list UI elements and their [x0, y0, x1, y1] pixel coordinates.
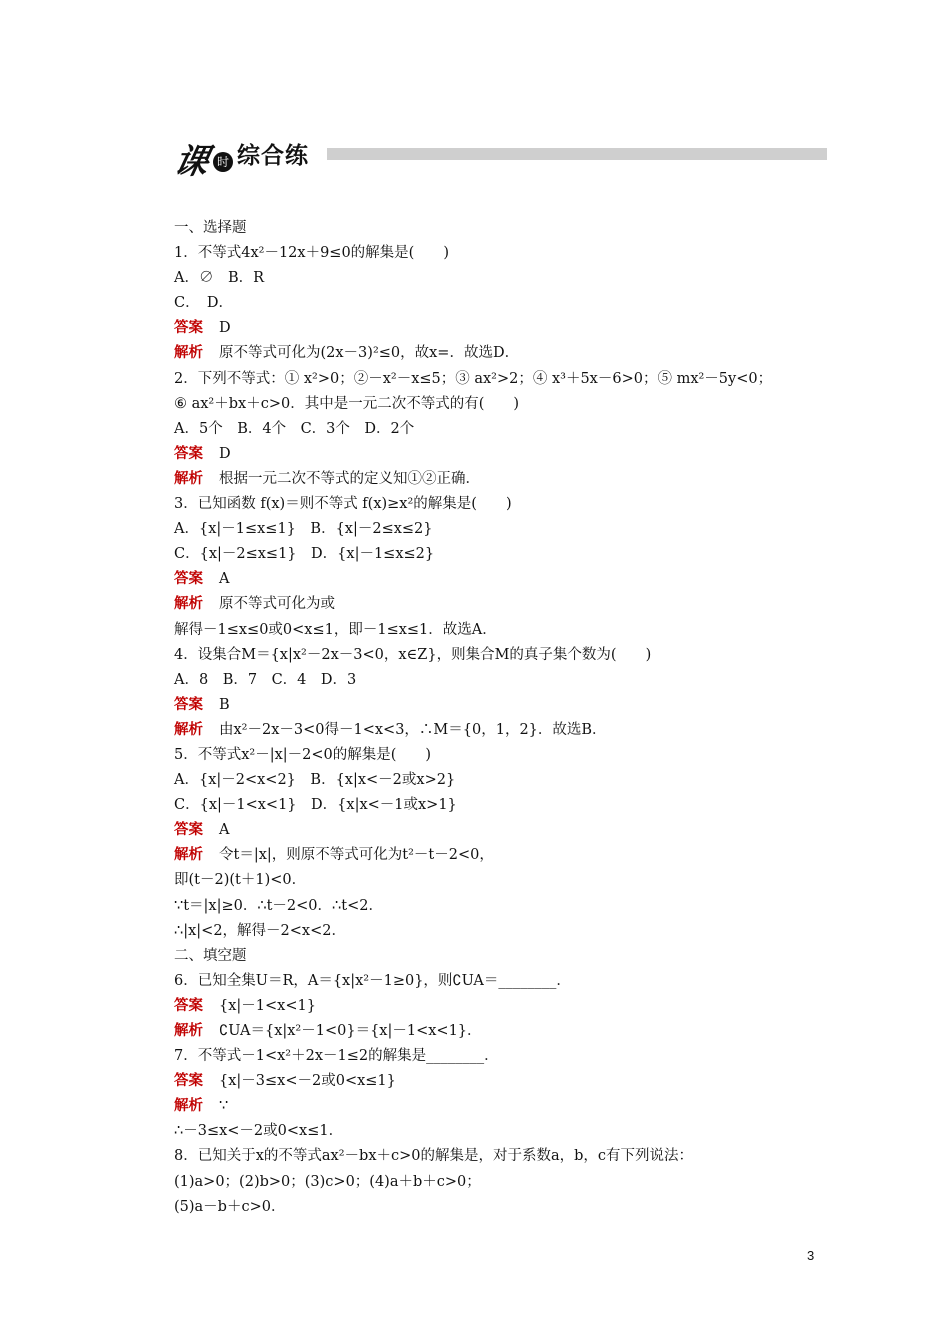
- text-line: [174, 266, 834, 291]
- analysis-line: [174, 467, 834, 492]
- text-line: [174, 517, 834, 542]
- line-text: 根据一元二次不等式的定义知①②正确．: [219, 470, 480, 487]
- analysis-line: [174, 1019, 834, 1044]
- answer-line: [174, 1069, 834, 1094]
- text-line: [174, 216, 834, 241]
- line-text: (1)a>0；(2)b>0；(3)c>0；(4)a＋b＋c>0；: [174, 1173, 481, 1190]
- text-line: [174, 392, 834, 417]
- analysis-label: 解析: [174, 345, 203, 362]
- line-text: 4．设集合M＝{x|x²－2x－3<0，x∈Z}，则集合M的真子集个数为( ): [174, 646, 652, 663]
- text-line: [174, 643, 834, 668]
- logo-badge: 时: [213, 152, 233, 172]
- line-text: ∵t＝|x|≥0．∴t－2<0．∴t<2．: [174, 897, 383, 914]
- line-text: D: [219, 320, 231, 337]
- line-text: D: [219, 445, 231, 462]
- analysis-line: [174, 1094, 834, 1119]
- line-text: ∵: [219, 1098, 229, 1115]
- answer-line: [174, 567, 834, 592]
- line-text: 8．已知关于x的不等式ax²－bx＋c>0的解集是，对于系数a，b，c有下列说法：: [174, 1148, 694, 1165]
- answer-label: 答案: [174, 571, 203, 588]
- text-line: [174, 367, 834, 392]
- analysis-label: 解析: [174, 470, 203, 487]
- text-line: [174, 542, 834, 567]
- analysis-line: [174, 341, 834, 366]
- analysis-line: [174, 718, 834, 743]
- line-text: 7．不等式－1<x²＋2x－1≤2的解集是________．: [174, 1048, 499, 1065]
- text-line: [174, 1119, 834, 1144]
- line-text: A．8 B．7 C．4 D．3: [174, 671, 357, 688]
- analysis-label: 解析: [174, 596, 203, 613]
- answer-label: 答案: [174, 696, 203, 713]
- analysis-label: 解析: [174, 1098, 203, 1115]
- header-divider-bar: [327, 148, 827, 160]
- answer-line: [174, 316, 834, 341]
- line-text: ∁UA＝{x|x²－1<0}＝{x|－1<x<1}．: [219, 1023, 482, 1039]
- text-line: [174, 668, 834, 693]
- section-title: 综合练: [237, 143, 309, 169]
- text-line: [174, 768, 834, 793]
- line-text: C．{x|－1<x<1} D．{x|x<－1或x>1}: [174, 797, 457, 814]
- answer-line: [174, 994, 834, 1019]
- text-line: [174, 969, 834, 994]
- text-line: [174, 1170, 834, 1195]
- answer-label: 答案: [174, 1073, 203, 1090]
- line-text: 二、填空题: [174, 947, 247, 964]
- line-text: 一、选择题: [174, 220, 247, 236]
- answer-label: 答案: [174, 822, 203, 839]
- text-line: [174, 1144, 834, 1169]
- analysis-line: [174, 843, 834, 868]
- text-line: [174, 291, 834, 316]
- line-text: A．{x|－2<x<2} B．{x|x<－2或x>2}: [174, 772, 456, 789]
- text-line: [174, 1044, 834, 1069]
- document-body: [174, 216, 834, 1220]
- line-text: 1．不等式4x²－12x＋9≤0的解集是( ): [174, 245, 449, 262]
- line-text: 2．下列不等式：① x²>0；②－x²－x≤5；③ ax²>2；④ x³＋5x－6>0；⑤ mx²－5y<0；: [174, 370, 773, 387]
- section-header: [170, 132, 827, 182]
- line-text: 由x²－2x－3<0得－1<x<3，∴M＝{0，1，2}．故选B．: [219, 721, 607, 738]
- line-text: 即(t－2)(t＋1)<0．: [174, 872, 307, 889]
- line-text: 解得－1≤x≤0或0<x≤1，即－1≤x≤1．故选A．: [174, 621, 497, 638]
- page-number: 3: [807, 1248, 815, 1263]
- text-line: [174, 618, 834, 643]
- answer-line: [174, 442, 834, 467]
- line-text: 原不等式可化为或: [219, 596, 335, 613]
- line-text: A．{x|－1≤x≤1} B．{x|－2≤x≤2}: [174, 521, 433, 538]
- text-line: [174, 743, 834, 768]
- answer-line: [174, 818, 834, 843]
- analysis-line: [174, 592, 834, 617]
- answer-label: 答案: [174, 320, 203, 337]
- text-line: [174, 241, 834, 266]
- analysis-label: 解析: [174, 721, 203, 738]
- text-line: [174, 868, 834, 893]
- line-text: ⑥ ax²＋bx＋c>0．其中是一元二次不等式的有( ): [174, 395, 520, 412]
- line-text: A．5个 B．4个 C．3个 D．2个: [174, 420, 415, 437]
- line-text: (5)a－b＋c>0．: [174, 1198, 286, 1215]
- line-text: B: [219, 696, 230, 713]
- line-text: 6．已知全集U＝R，A＝{x|x²－1≥0}，则∁UA＝________．: [174, 972, 571, 989]
- line-text: A: [219, 822, 230, 839]
- line-text: A: [219, 571, 230, 588]
- line-text: C．{x|－2≤x≤1} D．{x|－1≤x≤2}: [174, 546, 435, 563]
- answer-label: 答案: [174, 445, 203, 462]
- answer-line: [174, 693, 834, 718]
- text-line: [174, 894, 834, 919]
- analysis-label: 解析: [174, 1023, 203, 1039]
- line-text: ∴－3≤x<－2或0<x≤1．: [174, 1123, 344, 1140]
- text-line: [174, 492, 834, 517]
- line-text: 原不等式可化为(2x－3)²≤0，故x=．故选D．: [219, 345, 520, 362]
- line-text: {x|－3≤x<－2或0<x≤1}: [219, 1073, 396, 1090]
- line-text: A．∅ B．R: [174, 270, 265, 287]
- text-line: [174, 919, 834, 944]
- text-line: [174, 1195, 834, 1220]
- line-text: ∴|x|<2，解得－2<x<2．: [174, 922, 346, 939]
- logo-character: 课: [170, 142, 213, 182]
- text-line: [174, 944, 834, 969]
- text-line: [174, 417, 834, 442]
- line-text: {x|－1<x<1}: [219, 997, 316, 1014]
- text-line: [174, 793, 834, 818]
- line-text: 5．不等式x²－|x|－2<0的解集是( ): [174, 746, 432, 763]
- line-text: C． D．: [174, 295, 233, 312]
- line-text: 令t＝|x|，则原不等式可化为t²－t－2<0，: [219, 847, 494, 864]
- answer-label: 答案: [174, 997, 203, 1014]
- line-text: 3．已知函数 f(x)＝则不等式 f(x)≥x²的解集是( ): [174, 496, 512, 513]
- analysis-label: 解析: [174, 847, 203, 864]
